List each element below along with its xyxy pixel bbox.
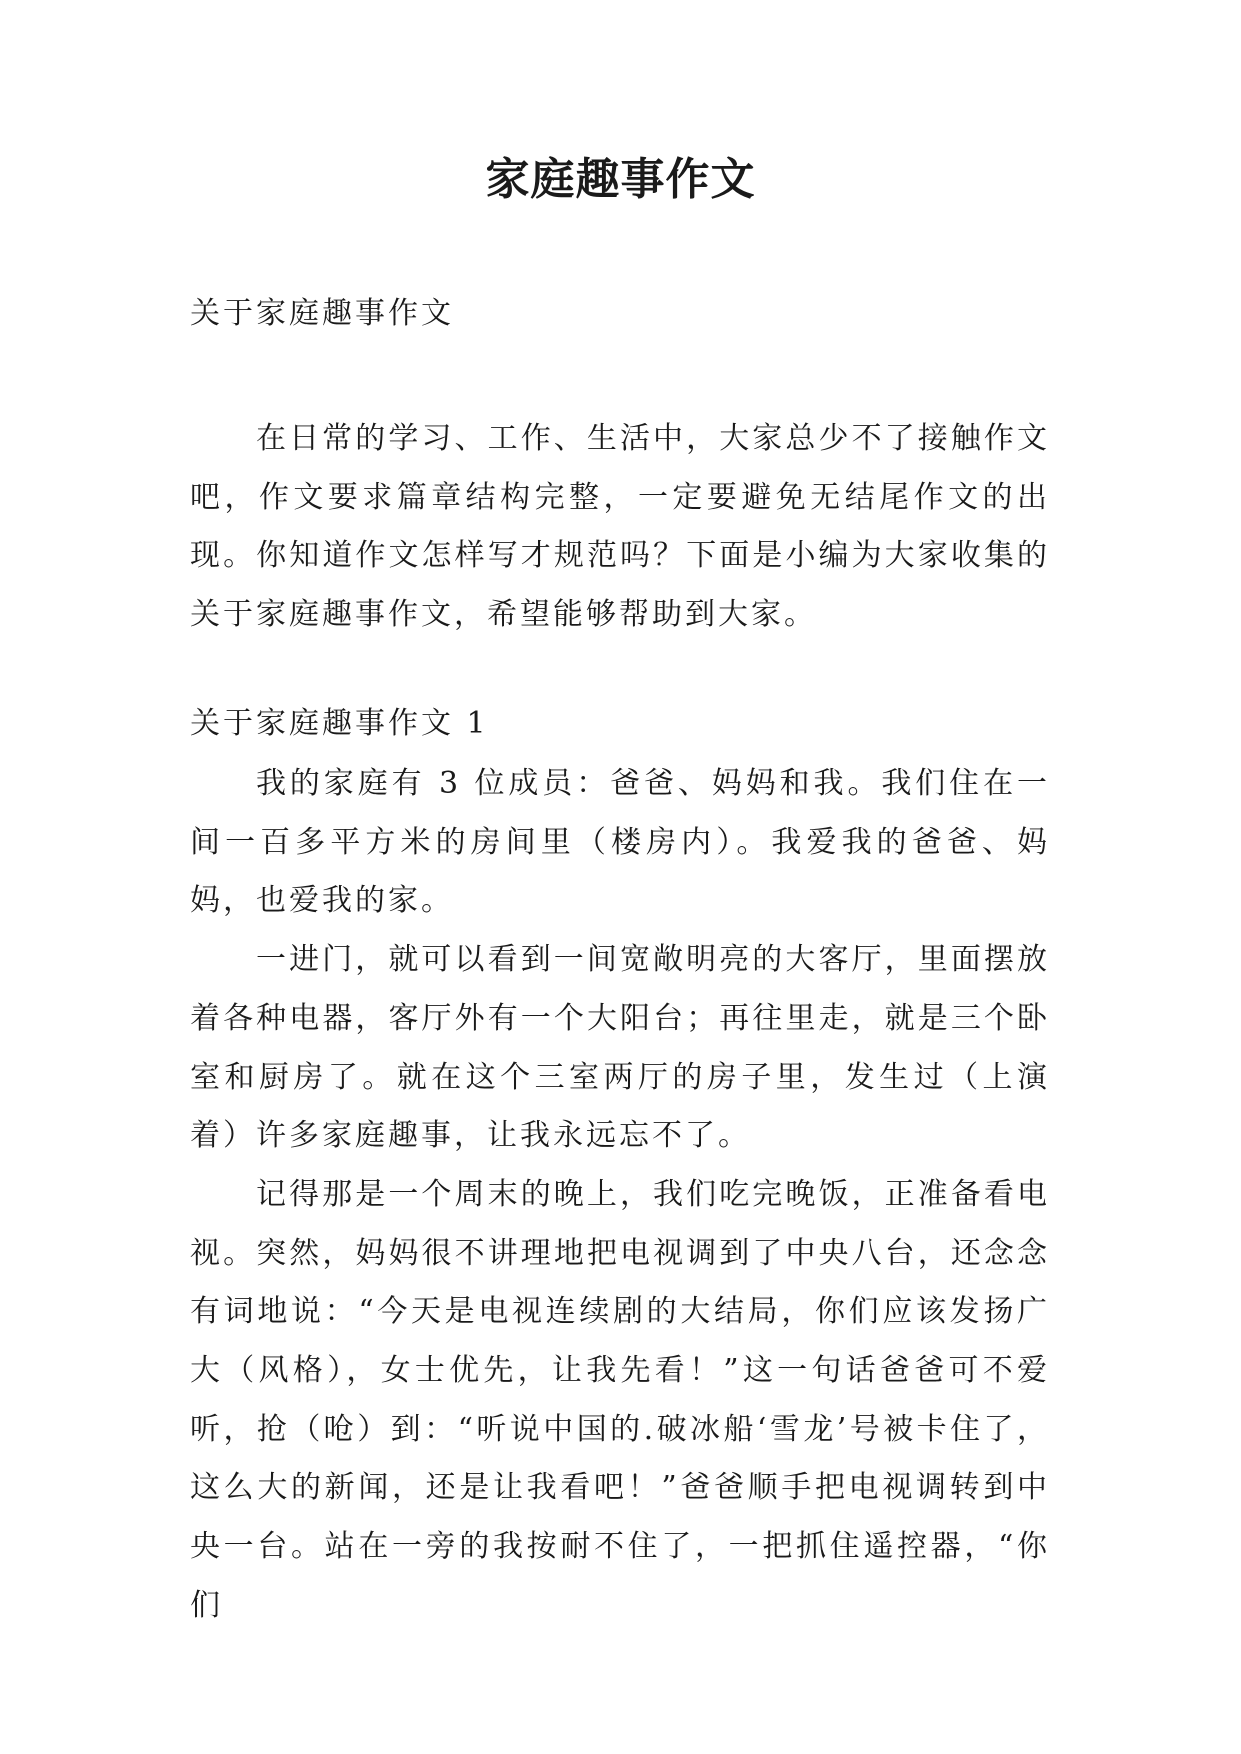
body-paragraph: 记得那是一个周末的晚上，我们吃完晚饭，正准备看电视。突然，妈妈很不讲理地把电视调到了中央八台，还念念有词地说：“今天是电视连续剧的大结局，你们应该发扬广大（风格），女士优先，让我先看！”这一句话爸爸可不爱听，抢（呛）到：“听说中国的.破冰船‘雪龙’号被卡住了，这么大的新闻，还是让我看吧！”爸爸顺手把电视调转到中央一台。站在一旁的我按耐不住了，一把抓住遥控器，“你们	[190, 1176, 1050, 1623]
document-title: 家庭趣事作文	[485, 154, 756, 205]
essay-body	[190, 755, 1050, 1636]
section-heading: 关于家庭趣事作文 1	[190, 706, 489, 741]
body-paragraph: 一进门，就可以看到一间宽敞明亮的大客厅，里面摆放着各种电器，客厅外有一个大阳台；再往里走，就是三个卧室和厨房了。就在这个三室两厅的房子里，发生过（上演着）许多家庭趣事，让我永远忘不了。	[190, 942, 1050, 1154]
intro-paragraph: 在日常的学习、工作、生活中，大家总少不了接触作文吧，作文要求篇章结构完整，一定要避免无结尾作文的出现。你知道作文怎样写才规范吗？下面是小编为大家收集的关于家庭趣事作文，希望能够帮助到大家。	[190, 421, 1050, 632]
body-paragraph: 我的家庭有 3 位成员：爸爸、妈妈和我。我们住在一间一百多平方米的房间里（楼房内）。我爱我的爸爸、妈妈，也爱我的家。	[190, 766, 1050, 919]
document-subtitle: 关于家庭趣事作文	[190, 296, 454, 331]
